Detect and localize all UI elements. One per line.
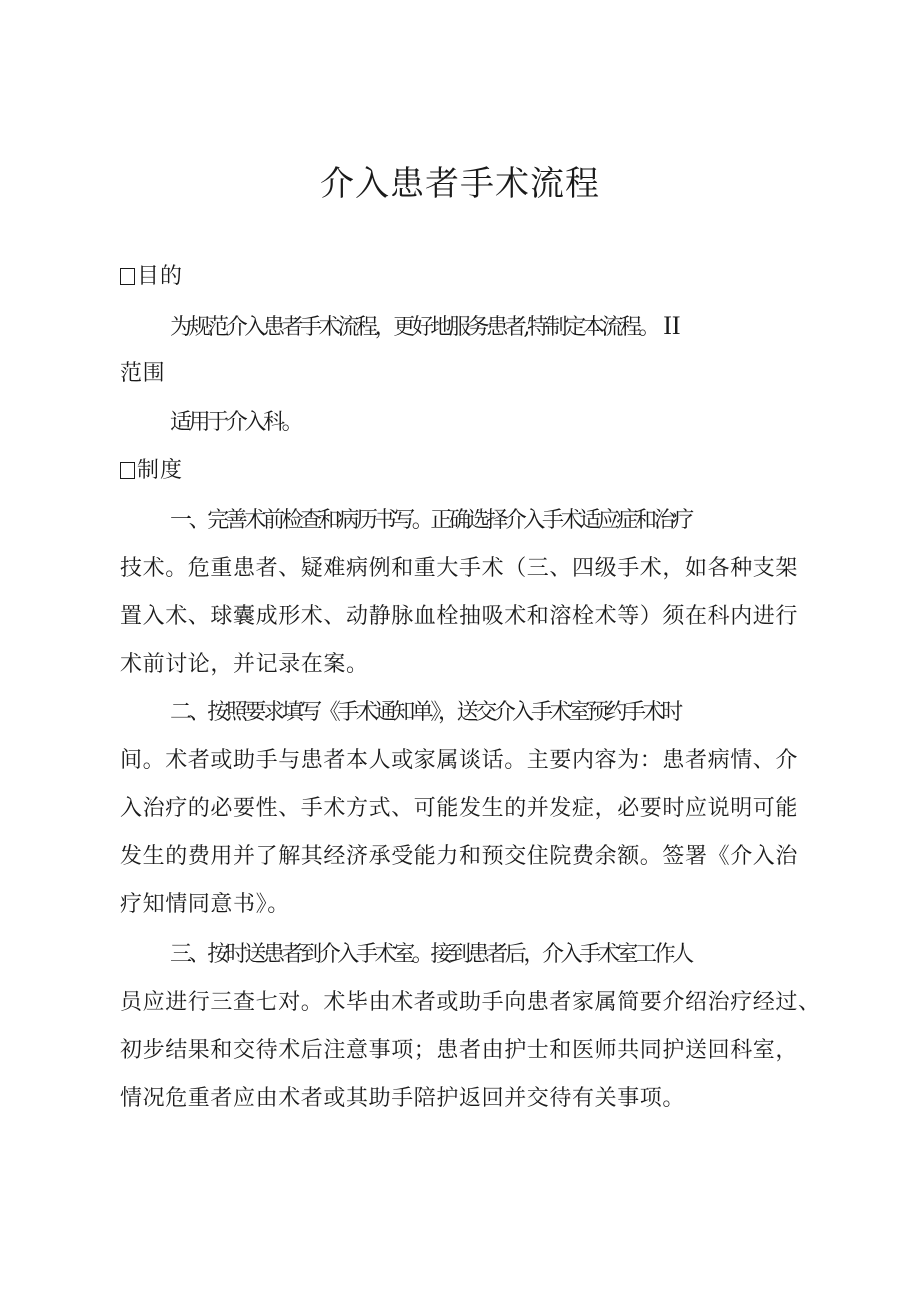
purpose-text-line: 为规范介入患者手术流程，更好地服务患者,特制定本流程。 (170, 315, 658, 340)
paragraph-2-line-5: 疗知情同意书》。 (120, 892, 290, 917)
paragraph-2-line-3: 入治疗的必要性、手术方式、可能发生的并发症，必要时应说明可能 (120, 796, 799, 821)
paragraph-2-line-2: 间。术者或助手与患者本人或家属谈话。主要内容为：患者病情、介 (120, 748, 799, 773)
roman-numeral: II (663, 311, 681, 340)
scope-heading: 范围 (120, 361, 166, 386)
checkbox-icon (120, 268, 135, 285)
paragraph-3-line-2: 员应进行三查七对。术毕由术者或助手向患者家属简要介绍治疗经过、 (120, 990, 821, 1015)
document-title: 介入患者手术流程 (320, 164, 600, 204)
scope-text: 适用于介入科。 (170, 410, 301, 435)
paragraph-1-line-3: 置入术、球囊成形术、动静脉血栓抽吸术和溶栓术等）须在科内进行 (120, 604, 799, 629)
paragraph-1-line-2: 技术。危重患者、疑难病例和重大手术（三、四级手术，如各种支架 (120, 556, 799, 581)
paragraph-3-line-4: 情况危重者应由术者或其助手陪护返回并交待有关事项。 (120, 1086, 686, 1111)
paragraph-2-line-1: 二、按照要求填写《手术通知单》，送交介入手术室预约手术时 (170, 700, 680, 725)
paragraph-3-line-1: 三、按时送患者到介入手术室。接到患者后，介入手术室工作人 (170, 942, 691, 967)
paragraph-3-line-3: 初步结果和交待术后注意事项；患者由护士和医师共同护送回科室， (120, 1038, 799, 1063)
paragraph-2-line-4: 发生的费用并了解其经济承受能力和预交住院费余额。签署《介入治 (120, 844, 799, 869)
section-heading-purpose-label: 目的 (137, 264, 184, 289)
section-heading-system (120, 456, 183, 486)
paragraph-1-line-4: 术前讨论，并记录在案。 (120, 652, 369, 677)
section-heading-purpose (120, 262, 183, 292)
paragraph-1-line-1: 一、完善术前检查和病历书写。正确选择介入手术适应症和治疗 (170, 508, 691, 533)
purpose-text (170, 311, 860, 343)
checkbox-icon (120, 462, 135, 479)
section-heading-system-label: 制度 (137, 458, 184, 483)
